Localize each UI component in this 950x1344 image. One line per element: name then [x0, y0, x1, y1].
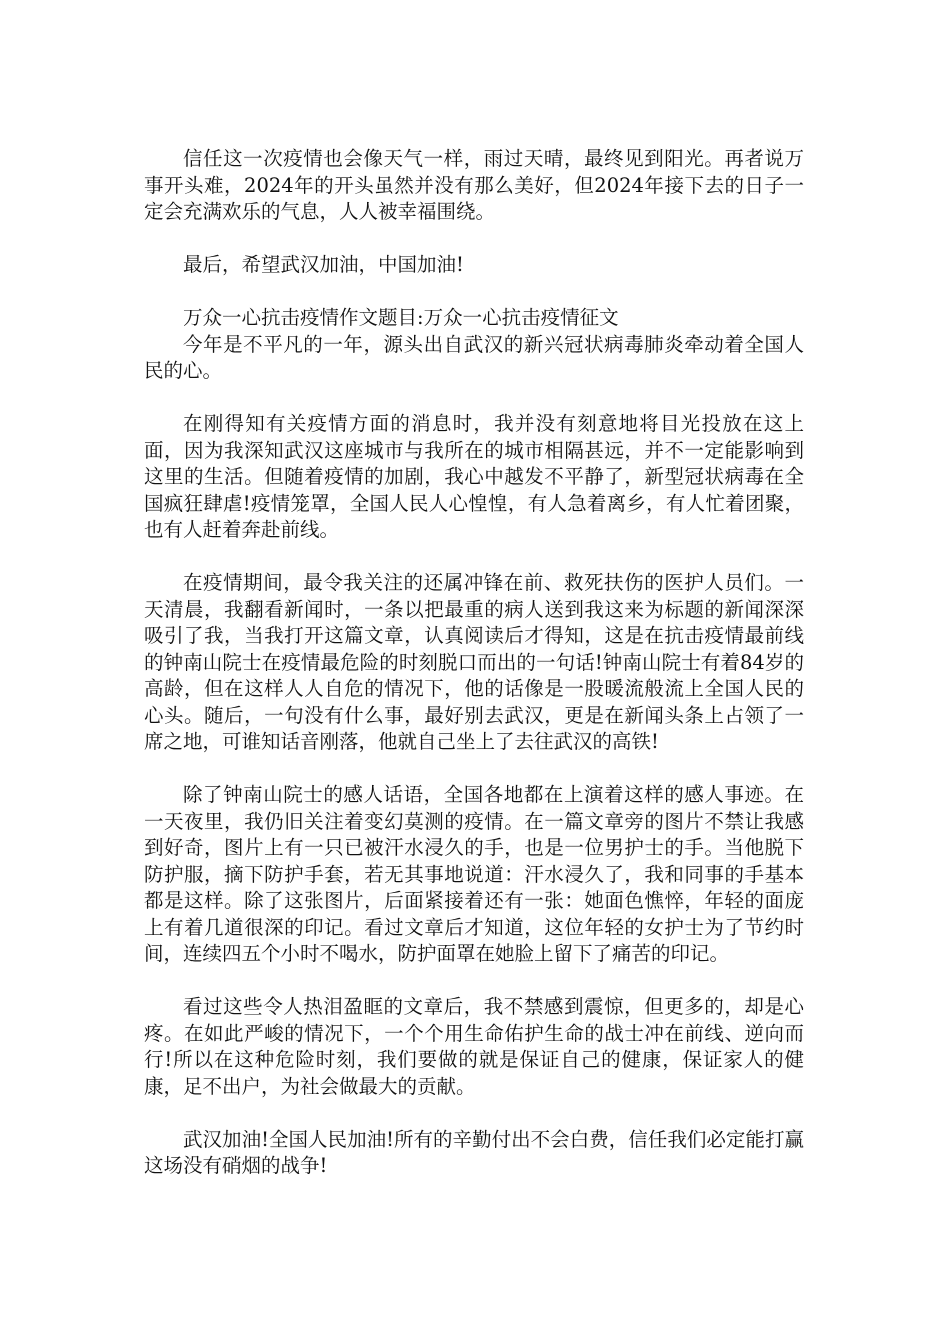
paragraph-closing: 武汉加油!全国人民加油!所有的辛勤付出不会白费，信任我们必定能打赢这场没有硝烟的战争! — [144, 1127, 804, 1177]
paragraph-nurses: 除了钟南山院士的感人话语，全国各地都在上演着这样的感人事迹。在一天夜里，我仍旧关注着变幻莫测的疫情。在一篇文章旁的图片不禁让我感到好奇，图片上有一只已被汗水浸久的手，也是一位男护士的手。当他脱下防护服，摘下防护手套，若无其事地说道：汗水浸久了，我和同事的手基本都是这样。除了这张图片，后面紧接着还有一张：她面色憔悴，年轻的面庞上有着几道很深的印记。看过文章后才知道，这位年轻的女护士为了节约时间，连续四五个小时不喝水，防护面罩在她脸上留下了痛苦的印记。 — [144, 783, 804, 965]
paragraph-intro: 今年是不平凡的一年，源头出自武汉的新兴冠状病毒肺炎牵动着全国人民的心。 — [144, 332, 804, 382]
essay-title: 万众一心抗击疫情作文题目:万众一心抗击疫情征文 — [183, 306, 619, 329]
paragraph-reflection: 看过这些令人热泪盈眶的文章后，我不禁感到震惊，但更多的，却是心疼。在如此严峻的情况下，一个个用生命佑护生命的战士冲在前线、逆向而行!所以在这种危险时刻，我们要做的就是保证自己的健康，保证家人的健康，足不出户，为社会做最大的贡献。 — [144, 995, 804, 1098]
paragraph-sunshine: 信任这一次疫情也会像天气一样，雨过天晴，最终见到阳光。再者说万事开头难，2024年的开头虽然并没有那么美好，但2024年接下去的日子一定会充满欢乐的气息，人人被幸福围绕。 — [144, 147, 804, 223]
paragraph-first-news: 在刚得知有关疫情方面的消息时，我并没有刻意地将目光投放在这上面，因为我深知武汉这座城市与我所在的城市相隔甚远，并不一定能影响到这里的生活。但随着疫情的加剧，我心中越发不平静了，新型冠状病毒在全国疯狂肆虐!疫情笼罩，全国人民人心惶惶，有人急着离乡，有人忙着团聚，也有人赶着奔赴前线。 — [144, 412, 804, 541]
paragraph-zhong-nanshan: 在疫情期间，最令我关注的还属冲锋在前、救死扶伤的医护人员们。一天清晨，我翻看新闻时，一条以把最重的病人送到我这来为标题的新闻深深吸引了我，当我打开这篇文章，认真阅读后才得知，这是在抗击疫情最前线的钟南山院士在疫情最危险的时刻脱口而出的一句话!钟南山院士有着84岁的高龄，但在这样人人自危的情况下，他的话像是一股暖流般流上全国人民的心头。随后，一句没有什么事，最好别去武汉，更是在新闻头条上占领了一席之地，可谁知话音刚落，他就自己坐上了去往武汉的高铁! — [144, 571, 804, 753]
paragraph-wuhan-cheer: 最后，希望武汉加油，中国加油! — [183, 253, 464, 276]
document-body — [144, 146, 804, 1180]
